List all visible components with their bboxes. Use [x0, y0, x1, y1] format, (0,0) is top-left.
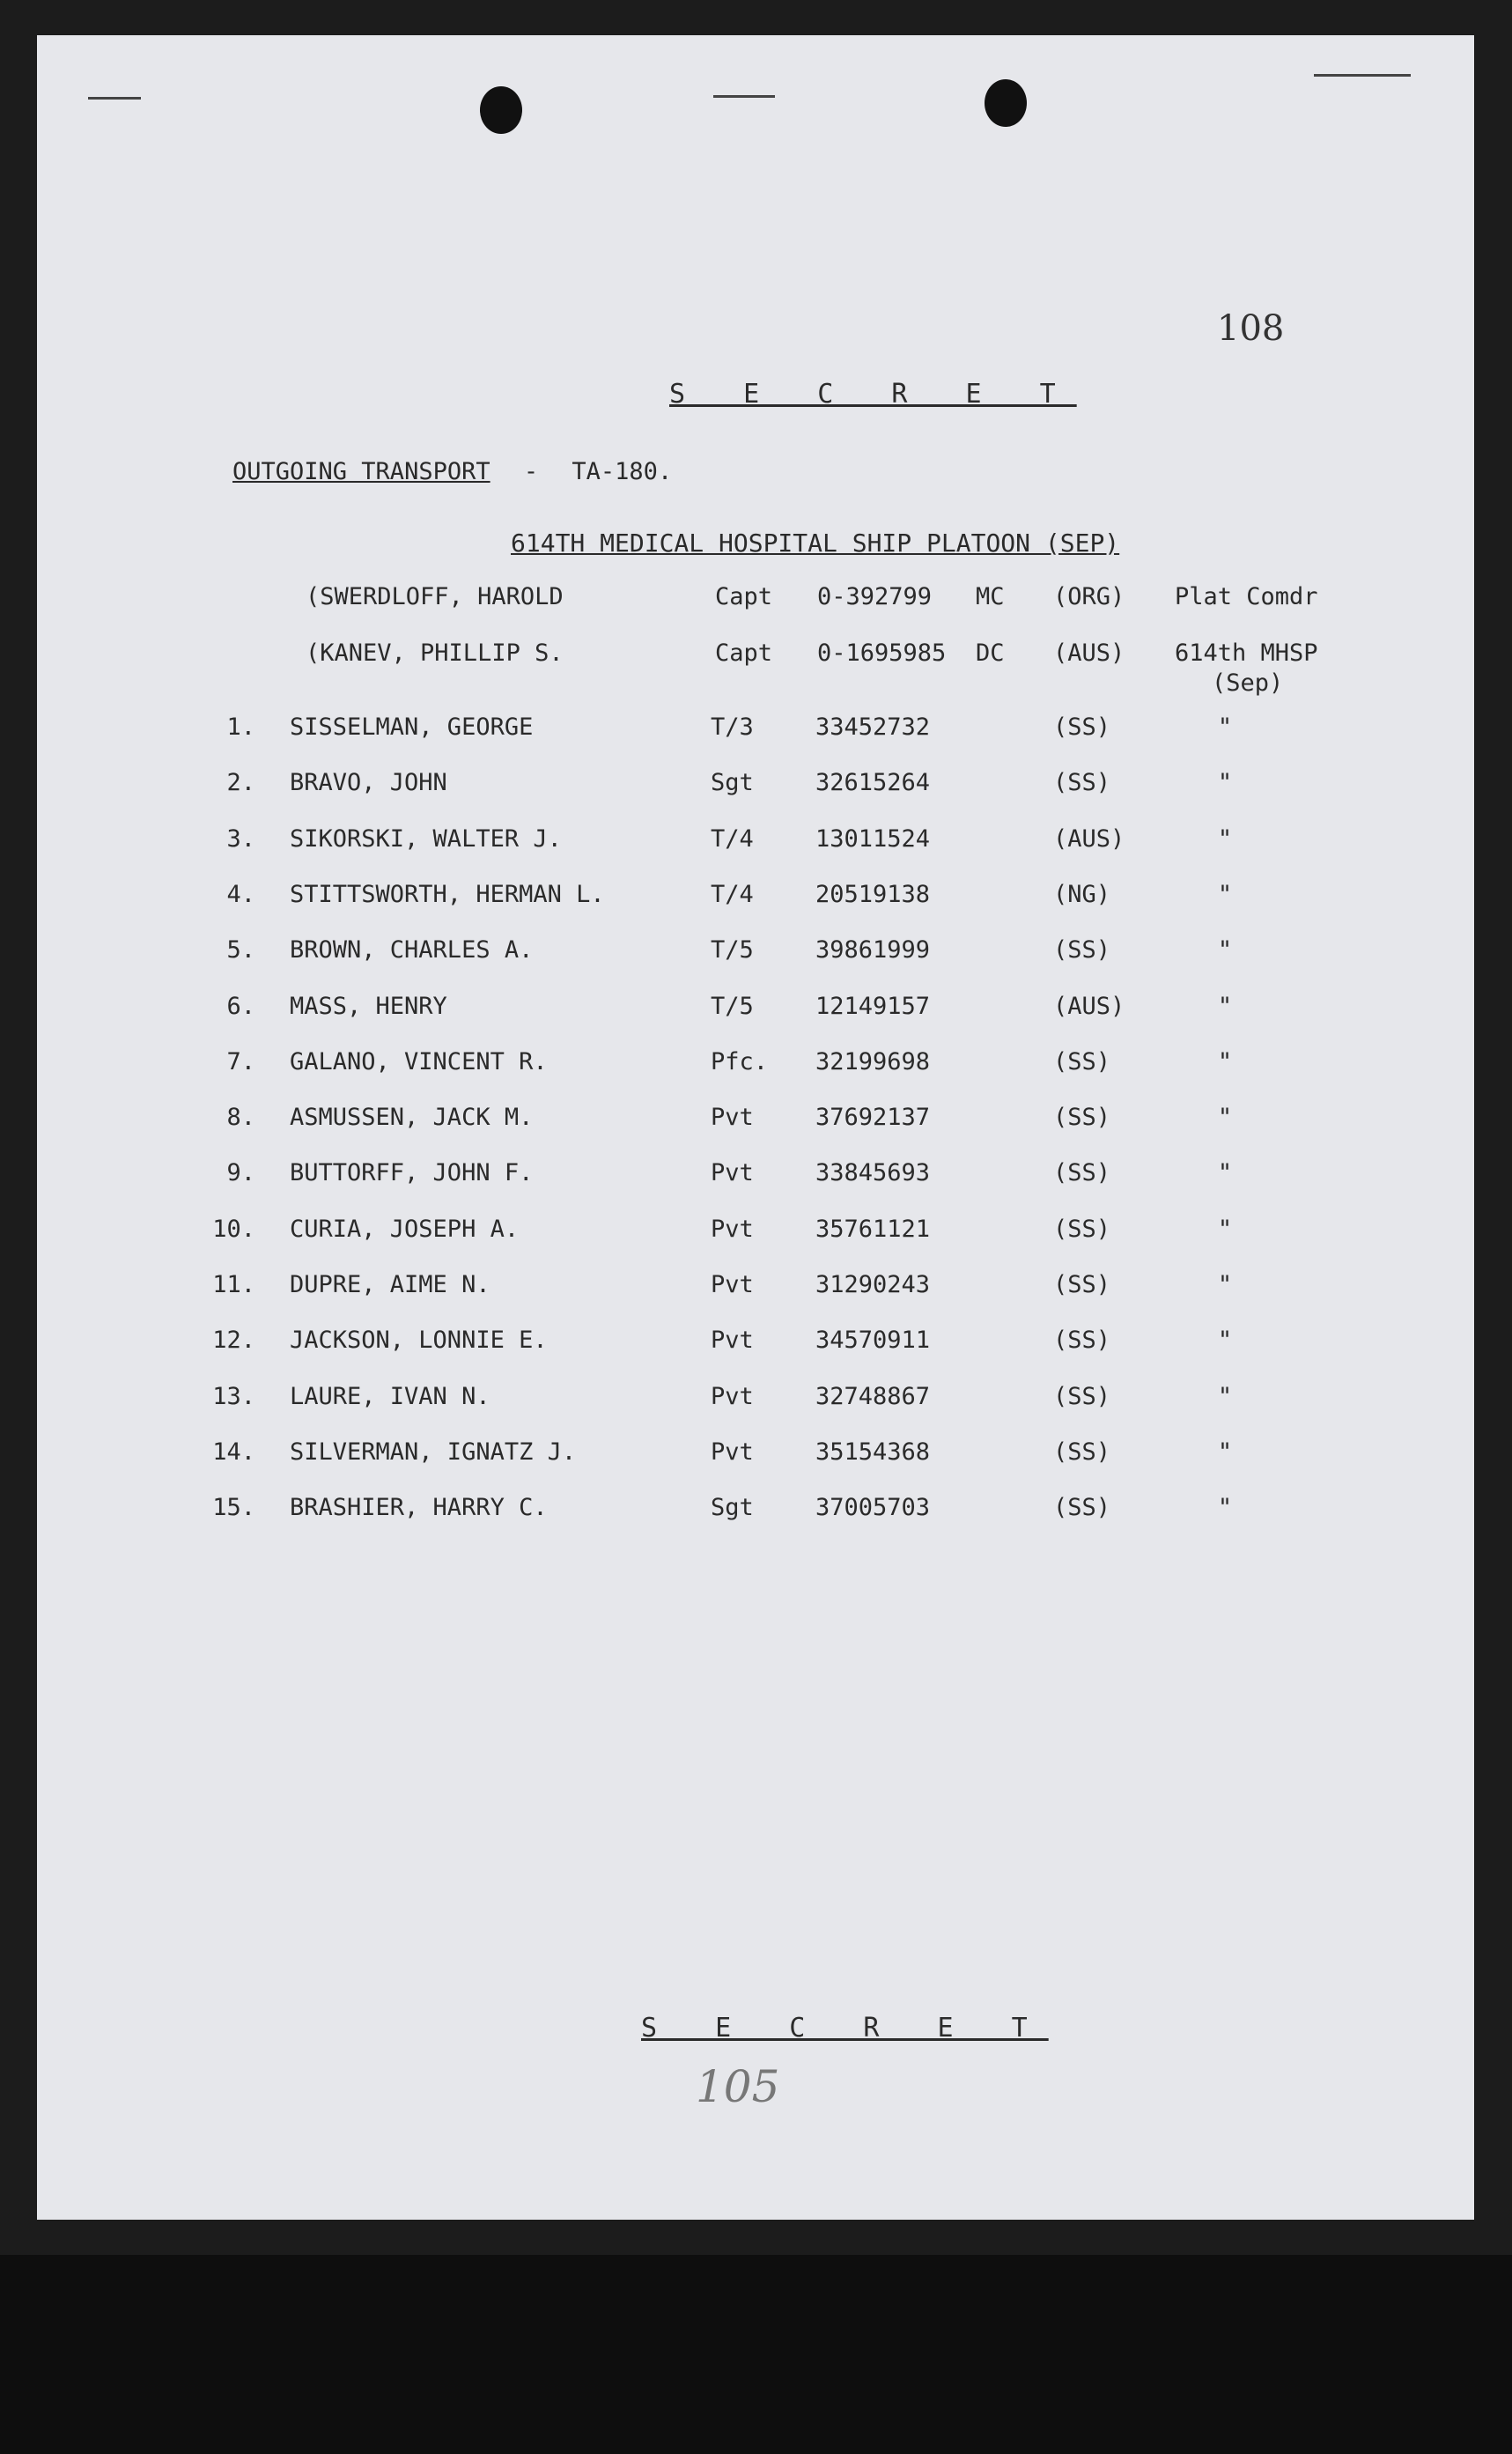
officer-name: (SWERDLOFF, HAROLD	[306, 583, 564, 610]
soldier-name: JACKSON, LONNIE E.	[290, 1327, 548, 1354]
transport-separator: -	[523, 458, 539, 485]
enlistment-status: (SS)	[1053, 1271, 1111, 1298]
serial-number: 33845693	[815, 1159, 931, 1186]
ditto-mark: "	[1217, 1159, 1233, 1186]
soldier-rank: Pvt	[711, 1383, 754, 1410]
unit-heading: 614TH MEDICAL HOSPITAL SHIP PLATOON (SEP)	[511, 528, 1120, 558]
serial-number: 35154368	[815, 1438, 931, 1466]
table-row	[37, 1383, 1474, 1418]
enlistment-status: (SS)	[1053, 1494, 1111, 1521]
serial-number: 13011524	[815, 825, 931, 853]
margin-mark-right	[1314, 74, 1411, 77]
transport-id: TA-180.	[572, 458, 673, 485]
soldier-rank: Pvt	[711, 1271, 754, 1298]
row-number: 13.	[212, 1383, 255, 1410]
soldier-name: DUPRE, AIME N.	[290, 1271, 490, 1298]
table-row	[37, 1216, 1474, 1251]
soldier-name: BUTTORFF, JOHN F.	[290, 1159, 534, 1186]
serial-number: 39861999	[815, 936, 931, 964]
ditto-mark: "	[1217, 1104, 1233, 1131]
ditto-mark: "	[1217, 1383, 1233, 1410]
serial-number: 12149157	[815, 993, 931, 1020]
soldier-name: BRASHIER, HARRY C.	[290, 1494, 548, 1521]
soldier-rank: Pvt	[711, 1438, 754, 1466]
soldier-rank: Pfc.	[711, 1048, 769, 1075]
ditto-mark: "	[1217, 881, 1233, 908]
punch-hole-left	[480, 86, 522, 134]
enlistment-status: (SS)	[1053, 936, 1111, 964]
table-row	[37, 1048, 1474, 1083]
classification-header: S E C R E T	[669, 379, 1077, 410]
officer-row	[37, 639, 1474, 710]
ditto-mark: "	[1217, 1271, 1233, 1298]
margin-mark-left	[88, 97, 141, 100]
row-number: 2.	[226, 769, 255, 796]
table-row	[37, 825, 1474, 861]
soldier-name: SILVERMAN, IGNATZ J.	[290, 1438, 577, 1466]
table-row	[37, 1494, 1474, 1529]
soldier-rank: T/4	[711, 825, 754, 853]
row-number: 7.	[226, 1048, 255, 1075]
soldier-rank: Pvt	[711, 1216, 754, 1243]
serial-number: 32615264	[815, 769, 931, 796]
row-number: 9.	[226, 1159, 255, 1186]
ditto-mark: "	[1217, 936, 1233, 964]
soldier-rank: Pvt	[711, 1104, 754, 1131]
officer-serial: 0-1695985	[817, 639, 947, 667]
table-row	[37, 769, 1474, 804]
table-row	[37, 993, 1474, 1028]
ditto-mark: "	[1217, 769, 1233, 796]
officer-position: 614th MHSP	[1175, 639, 1318, 667]
officer-position-suffix: (Sep)	[1212, 669, 1284, 697]
row-number: 3.	[226, 825, 255, 853]
soldier-rank: Sgt	[711, 769, 754, 796]
table-row	[37, 1104, 1474, 1139]
scan-background	[0, 2255, 1512, 2454]
soldier-name: SIKORSKI, WALTER J.	[290, 825, 562, 853]
serial-number: 33452732	[815, 713, 931, 741]
enlistment-status: (AUS)	[1053, 825, 1125, 853]
soldier-name: BRAVO, JOHN	[290, 769, 447, 796]
row-number: 1.	[226, 713, 255, 741]
officer-rank: Capt	[715, 639, 773, 667]
soldier-name: BROWN, CHARLES A.	[290, 936, 534, 964]
soldier-rank: T/5	[711, 936, 754, 964]
ditto-mark: "	[1217, 1494, 1233, 1521]
enlistment-status: (NG)	[1053, 881, 1111, 908]
punch-hole-right	[985, 79, 1027, 127]
enlistment-status: (SS)	[1053, 1159, 1111, 1186]
ditto-mark: "	[1217, 713, 1233, 741]
officer-corps: MC	[976, 583, 1005, 610]
serial-number: 32748867	[815, 1383, 931, 1410]
row-number: 10.	[212, 1216, 255, 1243]
soldier-name: CURIA, JOSEPH A.	[290, 1216, 520, 1243]
ditto-mark: "	[1217, 1216, 1233, 1243]
enlistment-status: (SS)	[1053, 713, 1111, 741]
serial-number: 37005703	[815, 1494, 931, 1521]
officer-serial: 0-392799	[817, 583, 933, 610]
ditto-mark: "	[1217, 1327, 1233, 1354]
row-number: 12.	[212, 1327, 255, 1354]
serial-number: 34570911	[815, 1327, 931, 1354]
soldier-rank: T/4	[711, 881, 754, 908]
row-number: 6.	[226, 993, 255, 1020]
page-number: 108	[1217, 308, 1285, 349]
enlistment-status: (SS)	[1053, 769, 1111, 796]
soldier-name: MASS, HENRY	[290, 993, 447, 1020]
table-row	[37, 713, 1474, 749]
enlistment-status: (SS)	[1053, 1327, 1111, 1354]
officer-status: (ORG)	[1053, 583, 1125, 610]
enlistment-status: (SS)	[1053, 1383, 1111, 1410]
transport-line	[232, 458, 672, 485]
ditto-mark: "	[1217, 1048, 1233, 1075]
officer-corps: DC	[976, 639, 1005, 667]
table-row	[37, 1159, 1474, 1194]
serial-number: 31290243	[815, 1271, 931, 1298]
soldier-rank: Pvt	[711, 1327, 754, 1354]
soldier-name: GALANO, VINCENT R.	[290, 1048, 548, 1075]
row-number: 8.	[226, 1104, 255, 1131]
transport-title: OUTGOING TRANSPORT	[232, 458, 490, 485]
serial-number: 35761121	[815, 1216, 931, 1243]
handwritten-number: 105	[696, 2061, 780, 2112]
officer-position: Plat Comdr	[1175, 583, 1318, 610]
enlistment-status: (SS)	[1053, 1438, 1111, 1466]
soldier-rank: Sgt	[711, 1494, 754, 1521]
officer-row	[37, 583, 1474, 618]
officer-name: (KANEV, PHILLIP S.	[306, 639, 564, 667]
enlistment-status: (SS)	[1053, 1216, 1111, 1243]
soldier-name: LAURE, IVAN N.	[290, 1383, 490, 1410]
soldier-rank: T/3	[711, 713, 754, 741]
soldier-name: SISSELMAN, GEORGE	[290, 713, 534, 741]
enlistment-status: (SS)	[1053, 1048, 1111, 1075]
enlistment-status: (SS)	[1053, 1104, 1111, 1131]
row-number: 4.	[226, 881, 255, 908]
row-number: 15.	[212, 1494, 255, 1521]
row-number: 11.	[212, 1271, 255, 1298]
soldier-rank: T/5	[711, 993, 754, 1020]
enlistment-status: (AUS)	[1053, 993, 1125, 1020]
table-row	[37, 936, 1474, 972]
ditto-mark: "	[1217, 825, 1233, 853]
officer-rank: Capt	[715, 583, 773, 610]
margin-mark-center	[713, 95, 775, 98]
row-number: 5.	[226, 936, 255, 964]
serial-number: 32199698	[815, 1048, 931, 1075]
soldier-rank: Pvt	[711, 1159, 754, 1186]
serial-number: 37692137	[815, 1104, 931, 1131]
table-row	[37, 1438, 1474, 1474]
row-number: 14.	[212, 1438, 255, 1466]
classification-footer: S E C R E T	[641, 2013, 1049, 2044]
document-page	[37, 35, 1474, 2220]
ditto-mark: "	[1217, 1438, 1233, 1466]
soldier-name: STITTSWORTH, HERMAN L.	[290, 881, 605, 908]
table-row	[37, 1327, 1474, 1362]
officer-status: (AUS)	[1053, 639, 1125, 667]
ditto-mark: "	[1217, 993, 1233, 1020]
table-row	[37, 1271, 1474, 1306]
table-row	[37, 881, 1474, 916]
soldier-name: ASMUSSEN, JACK M.	[290, 1104, 534, 1131]
serial-number: 20519138	[815, 881, 931, 908]
